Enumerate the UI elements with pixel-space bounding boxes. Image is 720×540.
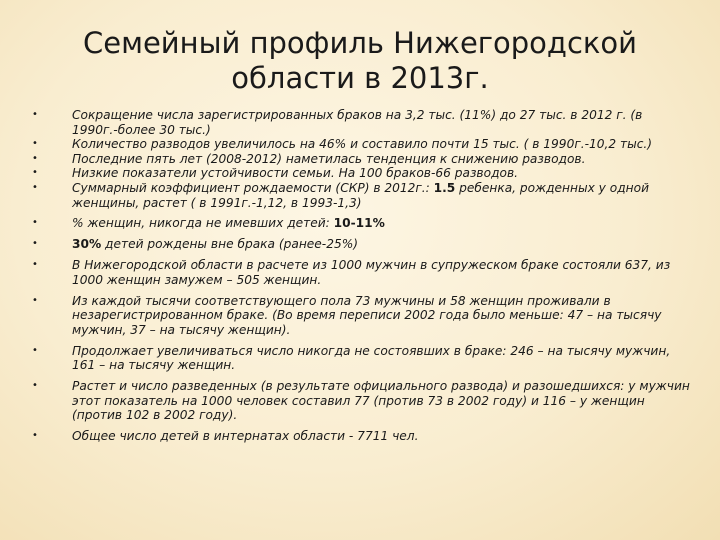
bullet-text: Общее число детей в интернатах области - 7711 чел. [72,429,419,444]
bullet-icon: • [32,380,38,392]
bullet-item [22,294,690,338]
bullet-item [22,181,690,210]
bullet-text: Растет и число разведенных (в результате официального развода) и разошедшихся: у мужчин этот показатель на 1000 человек составил 77 (против 73 в 2002 году) и 116 – у женщин (против 102 в 2002 году). [72,379,690,423]
bullet-icon: • [32,109,38,120]
bullet-item [22,429,690,444]
bullet-icon: • [32,152,38,164]
bullet-icon: • [32,294,38,306]
bullet-text: Сокращение числа зарегистрированных браков на 3,2 тыс. (11%) до 27 тыс. в 2012 г. (в 1990г.-более 30 тыс.) [72,108,643,137]
bullet-item [22,237,690,252]
bullet-text-pre: Суммарный коэффициент рождаемости (СКР) в 2012г.: [72,180,434,195]
bullet-item [22,166,690,181]
bullet-icon: • [32,259,38,271]
bullet-text-post: ребенка, рожденных у одной женщины, растет ( в 1991г.-1,12, в 1993-1,3) [72,180,649,210]
bullet-icon: • [32,344,38,356]
bullet-text: Из каждой тысячи соответствующего пола 73 мужчины и 58 женщин проживали в незарегистрированном браке. (Во время переписи 2002 года было меньше: 47 – на тысячу мужчин, 37 – на тысячу женщин). [72,293,662,337]
bullet-icon: • [32,430,38,442]
slide-title-line-1: Семейный профиль Нижегородской [82,26,638,60]
bullet-text-post: детей рождены вне брака (ранее-25%) [101,237,359,252]
bullet-text: Количество разводов увеличилось на 46% и составило почти 15 тыс. ( в 1990г.-10,2 тыс.) [72,137,653,152]
bullet-item [22,137,690,152]
bullet-bold-value: 1.5 [433,180,456,195]
bullet-bold-value: 30% [72,237,102,252]
bullet-text: Продолжает увеличиваться число никогда не состоявших в браке: 246 – на тысячу мужчин, 161 – на тысячу женщин. [72,343,671,373]
bullet-item [22,152,690,167]
bullet-item [22,108,690,137]
bullet-bold-value: 10-11% [333,216,385,231]
bullet-item [22,216,690,231]
bullet-icon: • [32,181,38,193]
bullet-item [22,258,690,287]
bullet-text: Низкие показатели устойчивости семьи. На 100 браков-66 разводов. [72,166,519,181]
bullet-text-pre: % женщин, никогда не имевших детей: [72,216,334,231]
bullet-text: Последние пять лет (2008-2012) наметилась тенденция к снижению разводов. [72,151,586,166]
bullet-list [22,108,690,450]
bullet-icon: • [32,217,38,229]
bullet-icon: • [32,138,38,150]
bullet-item [22,344,690,373]
bullet-item [22,379,690,423]
bullet-icon: • [32,238,38,250]
slide-title [40,26,680,96]
bullet-text: В Нижегородской области в расчете из 1000 мужчин в супружеском браке состояли 637, из 1000 женщин замужем – 505 женщин. [72,258,671,287]
slide-title-line-2: области в 2013г. [231,61,489,95]
bullet-icon: • [32,167,38,179]
